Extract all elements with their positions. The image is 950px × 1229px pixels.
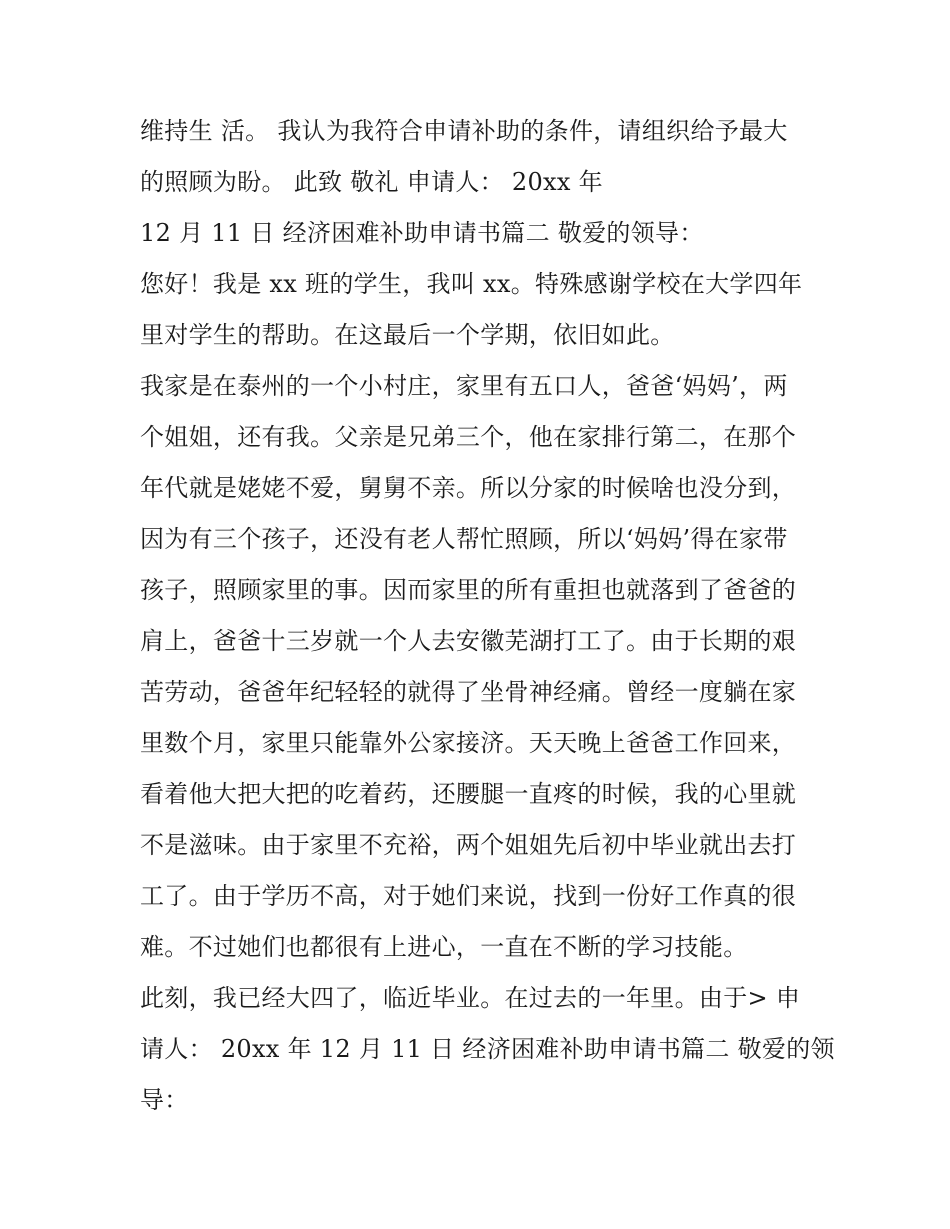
text-line: 年代就是姥姥不爱，舅舅不亲。所以分家的时候啥也没分到，: [140, 474, 797, 502]
text-line: 工了。由于学历不高，对于她们来说，找到一份好工作真的很: [140, 882, 797, 910]
text-line: 维持生 活。 我认为我符合申请补助的条件，请组织给予最大: [140, 117, 788, 145]
text-line: 因为有三个孩子，还没有老人帮忙照顾，所以‘妈妈’得在家带: [140, 525, 788, 553]
text-line: 此刻，我已经大四了，临近毕业。在过去的一年里。由于> 申: [140, 984, 801, 1012]
text-line: 难。不过她们也都很有上进心，一直在不断的学习技能。: [140, 933, 748, 961]
text-line: 12 月 11 日 经济困难补助申请书篇二 敬爱的领导：: [140, 219, 704, 247]
text-line: 孩子，照顾家里的事。因而家里的所有重担也就落到了爸爸的: [140, 576, 797, 604]
text-line: 肩上，爸爸十三岁就一个人去安徽芜湖打工了。由于长期的艰: [140, 627, 797, 655]
text-line: 苦劳动，爸爸年纪轻轻的就得了坐骨神经痛。曾经一度躺在家: [140, 678, 797, 706]
text-line: 您好！我是 xx 班的学生，我叫 xx。特殊感谢学校在大学四年: [140, 270, 803, 298]
document-body: [140, 106, 835, 1126]
text-line: 个姐姐，还有我。父亲是兄弟三个，他在家排行第二，在那个: [140, 423, 797, 451]
text-line: 请人： 20xx 年 12 月 11 日 经济困难补助申请书篇二 敬爱的领: [140, 1035, 835, 1063]
text-line: 里对学生的帮助。在这最后一个学期，依旧如此。: [140, 321, 675, 349]
text-line: 的照顾为盼。 此致 敬礼 申请人： 20xx 年: [140, 168, 603, 196]
text-line: 不是滋味。由于家里不充裕，两个姐姐先后初中毕业就出去打: [140, 831, 797, 859]
text-line: 我家是在泰州的一个小村庄，家里有五口人，爸爸‘妈妈’，两: [140, 372, 788, 400]
text-line: 导：: [140, 1086, 189, 1114]
text-line: 看着他大把大把的吃着药，还腰腿一直疼的时候，我的心里就: [140, 780, 797, 808]
text-line: 里数个月，家里只能靠外公家接济。天天晚上爸爸工作回来，: [140, 729, 797, 757]
